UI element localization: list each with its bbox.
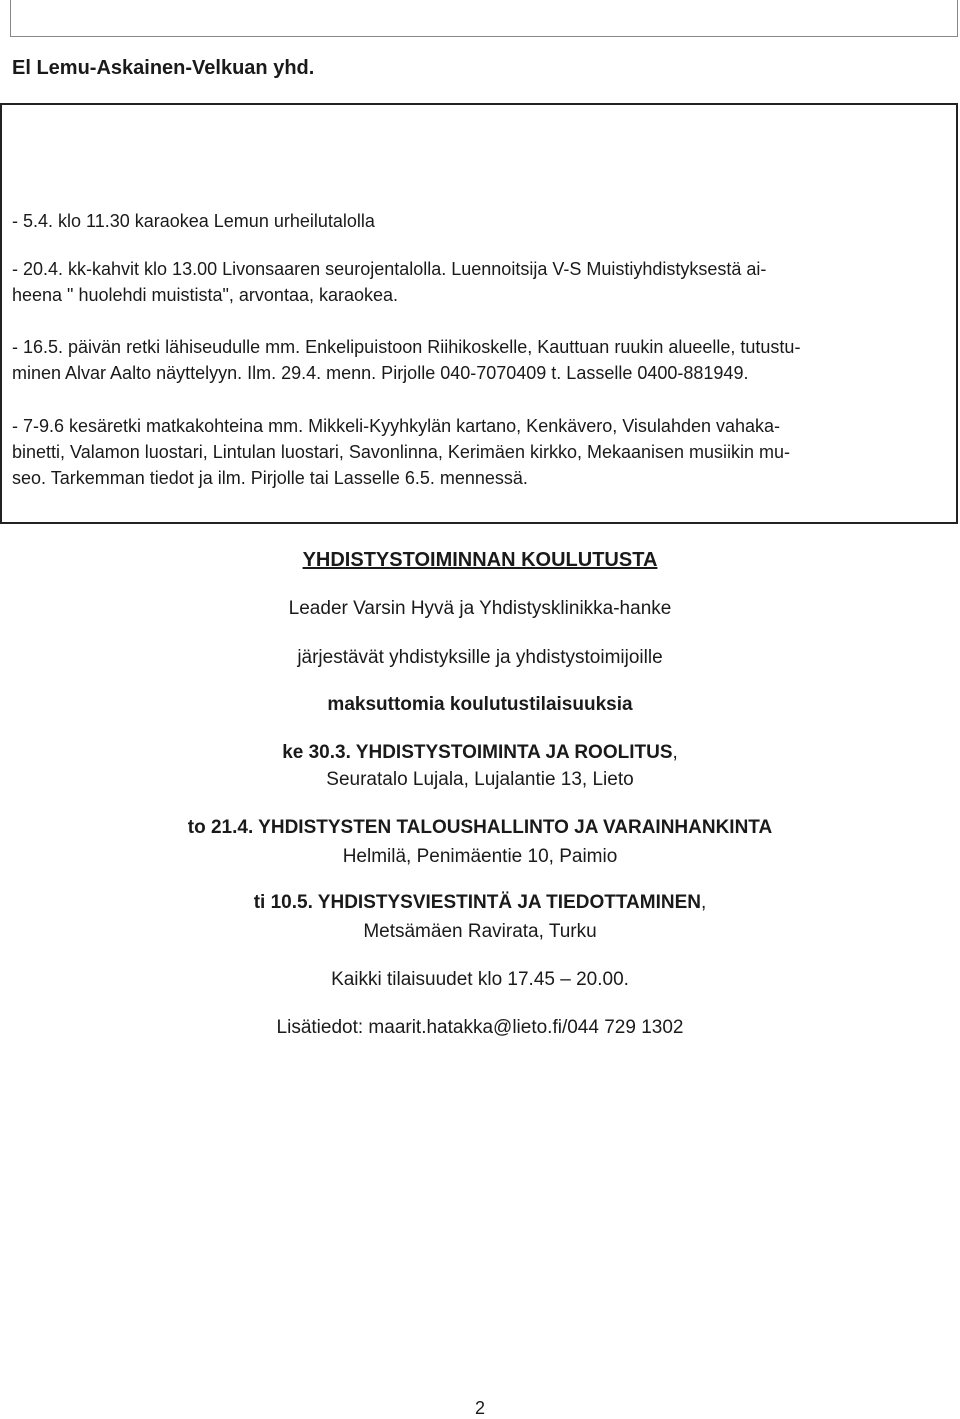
event-item-2 [12, 256, 766, 308]
event-date-title: ti 10.5. YHDISTYSVIESTINTÄ JA TIEDOTTAMINEN [253, 892, 701, 913]
event-item-3 [12, 334, 800, 386]
event-line: binetti, Valamon luostari, Lintulan luostari, Savonlinna, Kerimäen kirkko, Mekaanisen musiikin mu- [12, 442, 791, 462]
training-contact: Lisätiedot: maarit.hatakka@lieto.fi/044 729 1302 [276, 1017, 684, 1038]
event-date-title: to 21.4. YHDISTYSTEN TALOUSHALLINTO JA VARAINHANKINTA [187, 817, 773, 838]
training-organizer: Leader Varsin Hyvä ja Yhdistysklinikka-hanke [288, 598, 672, 619]
event-suffix: , [701, 892, 707, 913]
event-line: minen Alvar Aalto näyttelyyn. Ilm. 29.4. menn. Pirjolle 040-7070409 t. Lasselle 0400-881949. [12, 363, 749, 383]
training-times: Kaikki tilaisuudet klo 17.45 – 20.00. [331, 969, 629, 990]
event-item-4 [12, 413, 790, 491]
training-audience: järjestävät yhdistyksille ja yhdistystoimijoille [297, 647, 663, 668]
event-line: - 16.5. päivän retki lähiseudulle mm. Enkelipuistoon Riihikoskelle, Kauttuan ruukin alueelle, tutustu- [12, 337, 801, 357]
event-line: heena " huolehdi muistista", arvontaa, karaokea. [12, 285, 399, 305]
training-event-1 [0, 742, 960, 764]
event-line: - 5.4. klo 11.30 karaokea Lemun urheilutalolla [12, 211, 375, 231]
training-heading: YHDISTYSTOIMINNAN KOULUTUSTA [302, 549, 658, 571]
training-event-2 [0, 817, 960, 839]
training-free: maksuttomia koulutustilaisuuksia [327, 694, 633, 715]
event-item-1 [12, 208, 375, 234]
event-line: - 20.4. kk-kahvit klo 13.00 Livonsaaren seurojentalolla. Luennoitsija V-S Muistiyhdistyksestä ai- [12, 259, 767, 279]
training-place-2: Helmilä, Penimäentie 10, Paimio [342, 846, 618, 867]
training-place-1: Seuratalo Lujala, Lujalantie 13, Lieto [326, 769, 634, 790]
training-place-3: Metsämäen Ravirata, Turku [363, 921, 597, 942]
association-title: El Lemu-Askainen-Velkuan yhd. [12, 57, 315, 79]
event-line: seo. Tarkemman tiedot ja ilm. Pirjolle tai Lasselle 6.5. mennessä. [12, 468, 528, 488]
top-frame [10, 0, 958, 37]
page-number: 2 [474, 1398, 485, 1418]
training-event-3 [0, 892, 960, 914]
event-date-title: ke 30.3. YHDISTYSTOIMINTA JA ROOLITUS [282, 742, 673, 763]
event-line: - 7-9.6 kesäretki matkakohteina mm. Mikkeli-Kyyhkylän kartano, Kenkävero, Visulahden vahaka- [12, 416, 781, 436]
event-suffix: , [672, 742, 678, 763]
